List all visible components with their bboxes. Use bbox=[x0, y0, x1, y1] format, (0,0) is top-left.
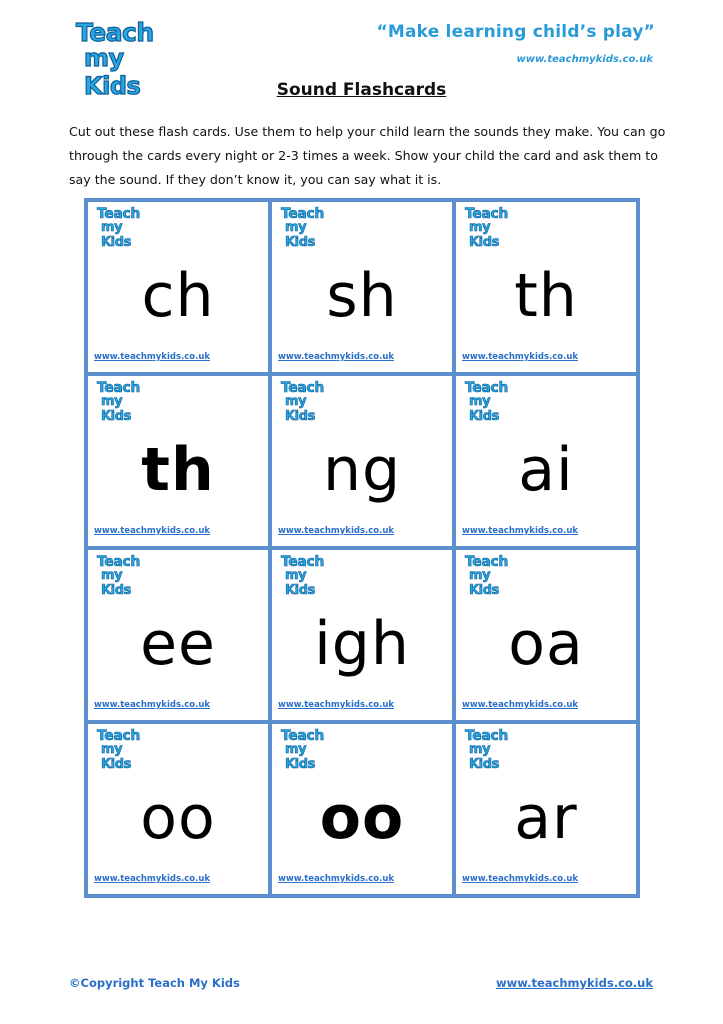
card-website-link[interactable]: www.teachmykids.co.uk bbox=[462, 526, 579, 536]
card-website-link[interactable]: www.teachmykids.co.uk bbox=[94, 700, 211, 710]
card-website-link[interactable]: www.teachmykids.co.uk bbox=[278, 352, 395, 362]
card-website-link[interactable]: www.teachmykids.co.uk bbox=[462, 874, 579, 884]
footer-copyright: ©Copyright Teach My Kids bbox=[69, 976, 240, 990]
card-logo-text-teach: Teach bbox=[281, 728, 324, 744]
logo-text-my-kids: my Kids bbox=[84, 44, 141, 100]
flashcard-sound: ar bbox=[514, 783, 578, 853]
flashcard-sound: oo bbox=[140, 783, 216, 853]
card-website-link[interactable]: www.teachmykids.co.uk bbox=[278, 874, 395, 884]
flashcard bbox=[272, 724, 452, 894]
flashcard-sound: sh bbox=[326, 261, 398, 331]
card-logo bbox=[279, 554, 339, 598]
card-logo-text-teach: Teach bbox=[465, 554, 508, 570]
flashcard-sound: ch bbox=[141, 261, 215, 331]
card-website-link[interactable]: www.teachmykids.co.uk bbox=[278, 526, 395, 536]
header-website-link[interactable]: www.teachmykids.co.uk bbox=[516, 54, 653, 65]
card-logo-text-my-kids: my Kids bbox=[285, 742, 315, 772]
flashcard bbox=[272, 550, 452, 720]
flashcard-sound: th bbox=[141, 435, 215, 505]
flashcard bbox=[88, 550, 268, 720]
flashcard bbox=[456, 724, 636, 894]
flashcard-sound: oo bbox=[319, 783, 405, 853]
flashcard bbox=[456, 550, 636, 720]
card-logo-text-teach: Teach bbox=[281, 206, 324, 222]
flashcard bbox=[456, 202, 636, 372]
card-logo-text-my-kids: my Kids bbox=[101, 220, 131, 250]
card-logo-text-teach: Teach bbox=[281, 380, 324, 396]
card-logo-text-my-kids: my Kids bbox=[285, 568, 315, 598]
flashcard bbox=[272, 202, 452, 372]
card-logo bbox=[95, 554, 155, 598]
flashcard-sound: oa bbox=[508, 609, 584, 679]
card-logo bbox=[279, 206, 339, 250]
card-website-link[interactable]: www.teachmykids.co.uk bbox=[462, 352, 579, 362]
card-logo bbox=[463, 728, 523, 772]
flashcard bbox=[272, 376, 452, 546]
card-logo bbox=[279, 728, 339, 772]
card-website-link[interactable]: www.teachmykids.co.uk bbox=[94, 526, 211, 536]
card-logo bbox=[95, 206, 155, 250]
card-logo-text-teach: Teach bbox=[97, 380, 140, 396]
footer-website-link[interactable]: www.teachmykids.co.uk bbox=[495, 976, 653, 990]
flashcard-sound: ee bbox=[140, 609, 216, 679]
card-logo-text-my-kids: my Kids bbox=[101, 568, 131, 598]
flashcard-grid bbox=[84, 198, 640, 898]
flashcard bbox=[88, 724, 268, 894]
card-logo-text-teach: Teach bbox=[281, 554, 324, 570]
flashcard-sound: igh bbox=[314, 609, 410, 679]
flashcard bbox=[456, 376, 636, 546]
card-logo-text-teach: Teach bbox=[465, 728, 508, 744]
card-logo bbox=[95, 380, 155, 424]
card-website-link[interactable]: www.teachmykids.co.uk bbox=[94, 352, 211, 362]
card-logo-text-my-kids: my Kids bbox=[285, 220, 315, 250]
flashcard-sound: ng bbox=[322, 435, 402, 505]
card-logo bbox=[463, 380, 523, 424]
card-logo bbox=[279, 380, 339, 424]
logo-text-teach: Teach bbox=[76, 18, 154, 47]
card-logo-text-my-kids: my Kids bbox=[469, 220, 499, 250]
card-logo-text-teach: Teach bbox=[97, 206, 140, 222]
card-logo-text-my-kids: my Kids bbox=[469, 394, 499, 424]
flashcard-sound: th bbox=[514, 261, 578, 331]
card-logo-text-teach: Teach bbox=[97, 554, 140, 570]
tagline: “Make learning child’s play” bbox=[376, 22, 655, 42]
card-logo-text-my-kids: my Kids bbox=[469, 742, 499, 772]
card-logo-text-teach: Teach bbox=[97, 728, 140, 744]
card-logo-text-my-kids: my Kids bbox=[469, 568, 499, 598]
flashcard bbox=[88, 376, 268, 546]
intro-paragraph: Cut out these flash cards. Use them to help your child learn the sounds they make. You can go through the cards every night or 2-3 times a week. Show your child the card and ask them to say the sound. If they don’t know it, you can say what it is. bbox=[69, 124, 666, 187]
card-logo bbox=[463, 554, 523, 598]
card-logo-text-teach: Teach bbox=[465, 206, 508, 222]
card-logo bbox=[95, 728, 155, 772]
card-logo-text-my-kids: my Kids bbox=[101, 394, 131, 424]
teach-my-kids-logo bbox=[72, 18, 176, 100]
card-logo-text-teach: Teach bbox=[465, 380, 508, 396]
page-title: Sound Flashcards bbox=[276, 80, 447, 100]
card-logo bbox=[463, 206, 523, 250]
card-website-link[interactable]: www.teachmykids.co.uk bbox=[94, 874, 211, 884]
flashcard bbox=[88, 202, 268, 372]
card-logo-text-my-kids: my Kids bbox=[101, 742, 131, 772]
card-logo-text-my-kids: my Kids bbox=[285, 394, 315, 424]
flashcard-sound: ai bbox=[518, 435, 574, 505]
card-website-link[interactable]: www.teachmykids.co.uk bbox=[462, 700, 579, 710]
card-website-link[interactable]: www.teachmykids.co.uk bbox=[278, 700, 395, 710]
